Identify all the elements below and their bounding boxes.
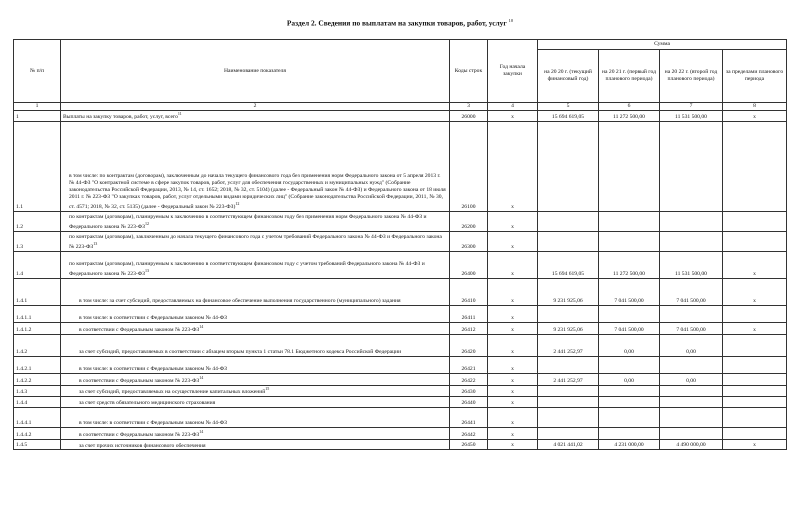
row-num (14, 407, 61, 427)
section-title-text: Раздел 2. Сведения по выплатам на закупки товаров, работ, услуг (286, 18, 507, 28)
row-year-text: x (511, 243, 514, 250)
row-value-2022-text: 11 531 500,00 (675, 270, 707, 277)
row-num (14, 356, 61, 373)
column-number: 6 (599, 103, 660, 111)
row-code-text: 26400 (461, 270, 476, 277)
row-value-2020 (538, 439, 599, 450)
row-footnote: 14 (199, 428, 204, 434)
row-year-text: x (511, 113, 514, 120)
row-name (61, 396, 450, 407)
row-name (61, 427, 450, 439)
header-col6: на 20 21 г. (первый год планового периода) (599, 50, 660, 103)
row-num-text: 1.4.1 (16, 297, 28, 304)
row-year-text: x (511, 314, 514, 321)
header-num: № п/п (14, 40, 61, 103)
header-code: Коды строк (450, 40, 488, 103)
row-value-2020 (538, 334, 599, 356)
row-code (450, 278, 488, 305)
row-footnote: 12 (144, 221, 149, 226)
row-name (61, 322, 450, 334)
row-code-text: 26411 (461, 314, 476, 321)
row-value-2021-text: 0,00 (624, 377, 634, 384)
row-value-2022-text: 0,00 (686, 348, 696, 355)
row-value-beyond (723, 439, 787, 450)
row-name-text: Выплаты на закупку товаров, работ, услуг, всего (63, 113, 178, 120)
row-value-beyond-text: x (753, 113, 756, 120)
row-value-2020-text: 2 441 252,97 (553, 377, 583, 384)
row-name-text: по контрактам (договорам), планируемым к заключению в соответствующем финансовом году с учетом требований Федерального закона № 44-ФЗ и Федерального закона № 223-ФЗ (69, 261, 425, 277)
row-value-2022-text: 4 490 000,00 (676, 442, 706, 449)
row-name-text: за счет прочих источников финансового обеспечения (79, 442, 206, 449)
row-value-2020 (538, 251, 599, 278)
row-year-text: x (511, 223, 514, 230)
table-row (14, 356, 787, 373)
column-number: 3 (450, 103, 488, 111)
row-year-text: x (511, 365, 514, 372)
row-num (14, 231, 61, 251)
row-name (61, 407, 450, 427)
row-num-text: 1.3 (16, 243, 23, 250)
row-value-beyond (723, 322, 787, 334)
section-title-footnote: 10 (508, 18, 514, 23)
row-num (14, 396, 61, 407)
row-value-beyond (723, 305, 787, 322)
row-year (488, 305, 538, 322)
table-row (14, 121, 787, 211)
row-name (61, 334, 450, 356)
row-year-text: x (511, 297, 514, 304)
row-value-2020 (538, 305, 599, 322)
row-value-2021 (599, 121, 660, 211)
row-value-beyond (723, 373, 787, 385)
row-code (450, 427, 488, 439)
row-code-text: 26442 (461, 431, 476, 438)
table-row (14, 231, 787, 251)
row-code (450, 111, 488, 122)
row-value-2021 (599, 211, 660, 231)
column-number-row (14, 103, 787, 111)
section-title (0, 18, 800, 27)
row-footnote: 13 (93, 241, 98, 246)
row-year-text: x (511, 326, 514, 333)
row-num-text: 1.4.2 (16, 348, 28, 355)
row-year (488, 373, 538, 385)
row-value-beyond (723, 334, 787, 356)
row-value-2020 (538, 356, 599, 373)
row-name (61, 251, 450, 278)
row-year-text: x (511, 442, 514, 449)
row-value-beyond-text: x (753, 442, 756, 449)
row-value-2020 (538, 231, 599, 251)
table-row (14, 373, 787, 385)
row-footnote: 12 (235, 201, 240, 206)
row-num (14, 111, 61, 122)
row-value-2020-text: 4 021 441,02 (553, 442, 583, 449)
row-code (450, 439, 488, 450)
row-code-text: 26450 (461, 442, 476, 449)
row-value-2022 (660, 231, 723, 251)
row-code (450, 396, 488, 407)
row-num-text: 1.2 (16, 223, 23, 230)
table-row (14, 322, 787, 334)
row-value-2022 (660, 396, 723, 407)
row-value-2020 (538, 211, 599, 231)
row-value-2022 (660, 385, 723, 396)
row-value-2021-text: 7 041 500,00 (614, 326, 644, 333)
row-value-beyond (723, 121, 787, 211)
row-name-text: в том числе: за счет субсидий, предоставляемых на финансовое обеспечение выполнения государственного (муниципального) задания (79, 297, 401, 304)
row-value-2022 (660, 111, 723, 122)
row-value-beyond-text: x (753, 326, 756, 333)
row-name (61, 373, 450, 385)
row-value-beyond (723, 111, 787, 122)
row-code-text: 26200 (461, 223, 476, 230)
table-row (14, 278, 787, 305)
row-value-2020 (538, 322, 599, 334)
row-value-2021 (599, 356, 660, 373)
row-year (488, 385, 538, 396)
row-year (488, 396, 538, 407)
row-value-2021-text: 7 041 500,00 (614, 297, 644, 304)
row-code (450, 373, 488, 385)
row-value-beyond-text: x (753, 297, 756, 304)
row-value-beyond-text: x (753, 270, 756, 277)
row-code (450, 305, 488, 322)
table-row (14, 407, 787, 427)
row-year-text: x (511, 399, 514, 406)
row-value-2021-text: 4 231 000,00 (614, 442, 644, 449)
row-name (61, 278, 450, 305)
row-num (14, 373, 61, 385)
table-row (14, 396, 787, 407)
row-value-2020 (538, 396, 599, 407)
row-year (488, 322, 538, 334)
row-code-text: 26100 (461, 203, 476, 210)
row-num (14, 211, 61, 231)
row-year-text: x (511, 203, 514, 210)
row-year (488, 427, 538, 439)
row-value-2020-text: 15 694 619,05 (551, 270, 585, 277)
row-code (450, 334, 488, 356)
table-row (14, 385, 787, 396)
header-sum: Сумма (538, 40, 787, 50)
row-value-2022-text: 0,00 (686, 377, 696, 384)
table-row (14, 305, 787, 322)
header-col5: на 20 20 г. (текущий финансовый год) (538, 50, 599, 103)
table-row (14, 211, 787, 231)
row-num-text: 1.4.4.1 (16, 419, 32, 426)
row-year (488, 334, 538, 356)
row-num-text: 1.4.3 (16, 388, 28, 395)
row-num-text: 1 (16, 113, 19, 120)
row-num (14, 334, 61, 356)
row-name-text: в том числе: в соответствии с Федеральным законом № 44-ФЗ (79, 314, 227, 321)
row-value-2021 (599, 373, 660, 385)
row-year (488, 356, 538, 373)
row-num-text: 1.4.5 (16, 442, 28, 449)
row-value-2022 (660, 305, 723, 322)
column-number: 8 (723, 103, 787, 111)
row-value-2021 (599, 231, 660, 251)
row-code (450, 211, 488, 231)
row-code-text: 26441 (461, 419, 476, 426)
row-num (14, 251, 61, 278)
row-year (488, 211, 538, 231)
row-name-text: в том числе: в соответствии с Федеральным законом № 44-ФЗ (79, 419, 227, 426)
row-num (14, 427, 61, 439)
column-number: 2 (61, 103, 450, 111)
row-value-beyond (723, 385, 787, 396)
row-num (14, 322, 61, 334)
row-name (61, 231, 450, 251)
row-year (488, 278, 538, 305)
row-year (488, 231, 538, 251)
row-code (450, 407, 488, 427)
row-value-beyond (723, 356, 787, 373)
table-row (14, 251, 787, 278)
row-year (488, 439, 538, 450)
row-code-text: 26412 (461, 326, 476, 333)
row-value-2021-text: 11 272 500,00 (613, 113, 645, 120)
row-value-2022 (660, 322, 723, 334)
table-row (14, 111, 787, 122)
row-value-beyond (723, 251, 787, 278)
row-footnote: 14 (199, 375, 204, 380)
row-name-text: за счет средств обязательного медицинского страхования (79, 399, 216, 406)
row-code-text: 26430 (461, 388, 476, 395)
row-name-text: в соответствии с Федеральным законом № 223-ФЗ (79, 377, 200, 384)
header-year: Год начала закупки (488, 40, 538, 103)
row-value-2021 (599, 305, 660, 322)
row-value-2020 (538, 407, 599, 427)
row-num-text: 1.4.1.1 (16, 314, 32, 321)
row-code (450, 356, 488, 373)
row-year-text: x (511, 419, 514, 426)
row-name-text: в том числе: по контрактам (договорам), заключенным до начала текущего финансового года без применения норм Федерального закона от 5 апреля 2013 г. № 44-ФЗ "О контрактной системе в сфере закупок товаров, работ, услуг для обеспечения государственных и муниципальных нужд" (Собрание законодательства Российской Федерации, 2013, № 14, ст. 1652; 2018, № 32, ст. 5104) (далее - Федеральный закон № 44-ФЗ) и Федерального закона от 18 июля 2011 г. № 223-ФЗ "О закупках товаров, работ, услуг отдельными видами юридических лиц" (Собрание законодательства Российской Федерации, 2011, № 30, ст. 4571; 2018, № 32, ст. 5135) (далее - Федеральный закон № 223-ФЗ) (69, 173, 446, 210)
row-num-text: 1.4.1.2 (16, 326, 32, 333)
row-value-2022 (660, 373, 723, 385)
row-value-2020 (538, 385, 599, 396)
row-value-2020 (538, 373, 599, 385)
row-value-2021-text: 0,00 (624, 348, 634, 355)
row-value-beyond (723, 211, 787, 231)
row-code (450, 385, 488, 396)
row-value-2021 (599, 334, 660, 356)
row-num-text: 1.1 (16, 203, 23, 210)
row-year-text: x (511, 388, 514, 395)
row-value-2021 (599, 251, 660, 278)
row-name (61, 211, 450, 231)
row-value-2020-text: 2 441 252,97 (553, 348, 583, 355)
column-number: 5 (538, 103, 599, 111)
row-value-2020 (538, 121, 599, 211)
row-num (14, 121, 61, 211)
row-num-text: 1.4 (16, 270, 23, 277)
row-code-text: 26000 (461, 113, 476, 120)
row-value-2021 (599, 385, 660, 396)
row-num-text: 1.4.2.1 (16, 365, 32, 372)
row-code (450, 251, 488, 278)
purchases-table (13, 39, 787, 450)
row-value-2022 (660, 356, 723, 373)
row-value-beyond (723, 396, 787, 407)
row-value-2022 (660, 407, 723, 427)
table-row (14, 427, 787, 439)
row-value-2020 (538, 111, 599, 122)
row-value-2021 (599, 278, 660, 305)
row-name (61, 385, 450, 396)
row-year-text: x (511, 431, 514, 438)
row-value-2020 (538, 278, 599, 305)
row-year-text: x (511, 270, 514, 277)
row-num-text: 1.4.4 (16, 399, 28, 406)
row-num (14, 385, 61, 396)
row-code-text: 26440 (461, 399, 476, 406)
row-value-2022 (660, 278, 723, 305)
row-value-2022 (660, 334, 723, 356)
row-value-2022 (660, 439, 723, 450)
row-year (488, 121, 538, 211)
row-code-text: 26422 (461, 377, 476, 384)
row-footnote: 13 (144, 268, 149, 273)
row-num (14, 305, 61, 322)
row-year (488, 251, 538, 278)
row-value-beyond (723, 407, 787, 427)
row-code-text: 26410 (461, 297, 476, 304)
row-value-2020-text: 9 231 925,06 (553, 297, 583, 304)
row-value-2021-text: 11 272 500,00 (613, 270, 645, 277)
row-code-text: 26421 (461, 365, 476, 372)
row-footnote: 14 (199, 324, 204, 329)
row-year-text: x (511, 377, 514, 384)
row-year (488, 407, 538, 427)
row-name-text: в соответствии с Федеральным законом № 223-ФЗ (79, 326, 200, 333)
row-name (61, 111, 450, 122)
row-num-text: 1.4.2.2 (16, 377, 32, 384)
row-name (61, 439, 450, 450)
row-footnote: 15 (265, 385, 270, 391)
row-name-text: в том числе: в соответствии с Федеральным законом № 44-ФЗ (79, 365, 227, 372)
row-code-text: 26420 (461, 348, 476, 355)
column-number: 4 (488, 103, 538, 111)
row-name-text: за счет субсидий, предоставляемых на осуществление капитальных вложений (79, 388, 266, 395)
row-value-2021 (599, 427, 660, 439)
row-name (61, 356, 450, 373)
row-value-2021 (599, 407, 660, 427)
row-value-beyond (723, 231, 787, 251)
row-value-beyond (723, 427, 787, 439)
column-number: 1 (14, 103, 61, 111)
table-row (14, 439, 787, 450)
row-num (14, 278, 61, 305)
row-value-2022 (660, 427, 723, 439)
row-year (488, 111, 538, 122)
header-col7: на 20 22 г. (второй год планового периода) (660, 50, 723, 103)
row-value-2022-text: 7 041 500,00 (676, 326, 706, 333)
row-value-2022 (660, 121, 723, 211)
row-num-text: 1.4.4.2 (16, 431, 32, 438)
row-name-text: по контрактам (договорам), заключенным до начала текущего финансового года с учетом требований Федерального закона № 44-ФЗ и Федерального закона № 223-ФЗ (69, 234, 442, 250)
header-name: Наименование показателя (61, 40, 450, 103)
row-value-2020-text: 9 231 925,06 (553, 326, 583, 333)
row-value-beyond (723, 278, 787, 305)
row-value-2020 (538, 427, 599, 439)
row-name-text: по контрактам (договорам), планируемым к заключению в соответствующем финансовом году без применения норм Федерального закона № 44-ФЗ и Федерального закона № 223-ФЗ (69, 214, 427, 230)
row-value-2020-text: 15 694 619,05 (551, 113, 585, 120)
row-num (14, 439, 61, 450)
row-value-2021 (599, 396, 660, 407)
row-year-text: x (511, 348, 514, 355)
row-code (450, 322, 488, 334)
row-code (450, 231, 488, 251)
row-code-text: 26300 (461, 243, 476, 250)
row-value-2021 (599, 322, 660, 334)
table-row (14, 334, 787, 356)
row-value-2022 (660, 251, 723, 278)
row-value-2021 (599, 111, 660, 122)
row-code (450, 121, 488, 211)
row-name (61, 305, 450, 322)
row-value-2022 (660, 211, 723, 231)
row-value-2022-text: 11 531 500,00 (675, 113, 707, 120)
row-footnote: 11 (177, 111, 182, 116)
column-number: 7 (660, 103, 723, 111)
header-col8: за пределами планового периода (723, 50, 787, 103)
row-name-text: в соответствии с Федеральным законом № 223-ФЗ (79, 431, 200, 438)
row-value-2022-text: 7 041 500,00 (676, 297, 706, 304)
row-name-text: за счет субсидий, предоставляемых в соответствии с абзацем вторым пункта 1 статьи 78.1 Бюджетного кодекса Российской Федерации (79, 348, 402, 355)
row-name (61, 121, 450, 211)
row-value-2021 (599, 439, 660, 450)
